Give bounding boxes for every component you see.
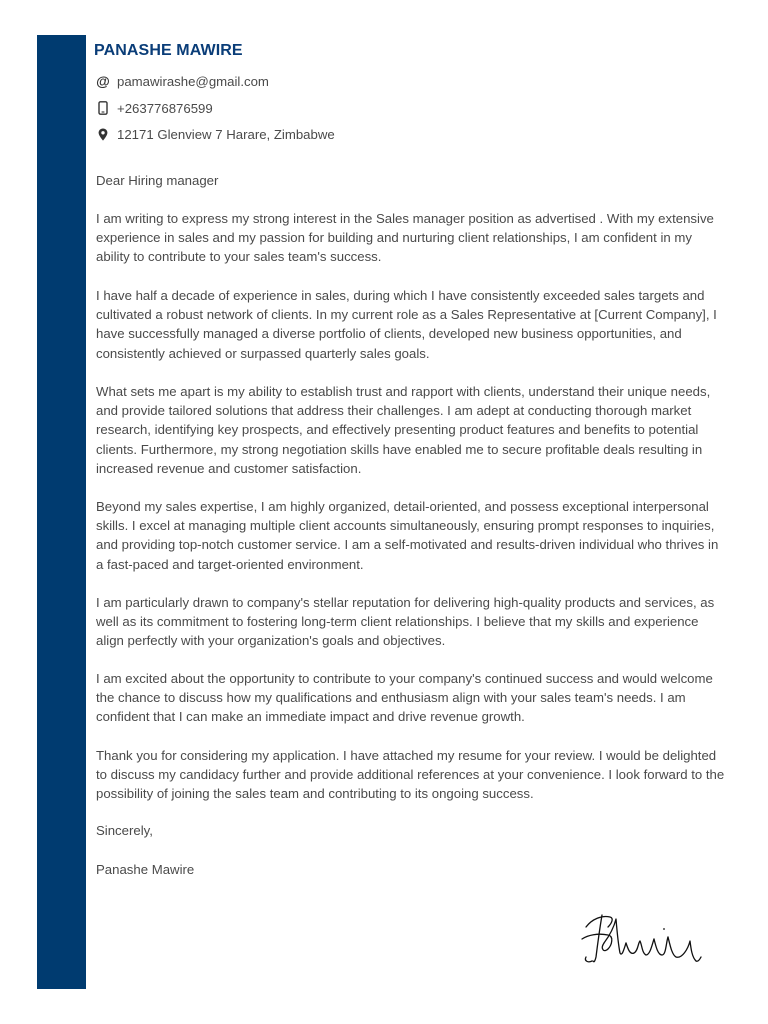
contact-email: pamawirashe@gmail.com xyxy=(117,73,269,89)
letter-paragraph: Thank you for considering my application. I have attached my resume for your review. I would be delighted to discuss my candidacy further and provide additional references at your convenience. I look forward to the possibility of joining the sales team and contributing to its ongoing success. xyxy=(96,748,725,802)
letter-paragraph: What sets me apart is my ability to establish trust and rapport with clients, understand their unique needs, and provide tailored solutions that address their challenges. I am adept at conducting thorough market research, identifying key prospects, and effectively presenting product features and benefits to potential clients. Furthermore, my strong negotiation skills have enabled me to secure profitable deals resulting in increased revenue and customer satisfaction. xyxy=(96,384,711,476)
letter-paragraph: I have half a decade of experience in sales, during which I have consistently exceeded sales targets and cultivated a robust network of clients. In my current role as a Sales Representative at [Current Company], I have successfully managed a diverse portfolio of clients, developed new business opportunities, and consistently achieved or surpassed quarterly sales goals. xyxy=(96,288,717,361)
at-icon: @ xyxy=(96,73,110,89)
contact-address-row xyxy=(96,125,335,143)
contact-phone: +263776876599 xyxy=(117,100,213,116)
letter-greeting: Dear Hiring manager xyxy=(96,173,219,188)
applicant-name: PANASHE MAWIRE xyxy=(94,42,243,59)
signer-name: Panashe Mawire xyxy=(96,862,195,877)
location-pin-icon xyxy=(96,127,110,141)
handwritten-signature xyxy=(578,905,704,971)
letter-paragraph: I am particularly drawn to company's stellar reputation for delivering high-quality products and services, as well as its commitment to fostering long-term client relationships. I believe that my skills and experience align perfectly with your organization's goals and objectives. xyxy=(96,595,715,649)
letter-paragraph: I am excited about the opportunity to contribute to your company's continued success and would welcome the chance to discuss how my qualifications and enthusiasm align with your sales team's needs. I am confident that I can make an immediate impact and drive revenue growth. xyxy=(96,671,713,725)
sidebar-accent-bar xyxy=(37,35,86,989)
letter-closing: Sincerely, xyxy=(96,823,153,838)
contact-address: 12171 Glenview 7 Harare, Zimbabwe xyxy=(117,126,335,142)
contact-email-row xyxy=(96,72,269,90)
letter-paragraph: I am writing to express my strong interest in the Sales manager position as advertised . With my extensive experience in sales and my passion for building and nurturing client relationships, I am confident in my ability to contribute to your sales team's success. xyxy=(96,211,714,265)
mobile-phone-icon xyxy=(96,101,110,115)
letter-paragraph: Beyond my sales expertise, I am highly organized, detail-oriented, and possess exceptional interpersonal skills. I excel at managing multiple client accounts simultaneously, ensuring prompt responses to inquiries, and providing top-notch customer service. I am a self-motivated and results-driven individual who thrives in a fast-paced and target-oriented environment. xyxy=(96,499,719,572)
contact-phone-row xyxy=(96,99,213,117)
